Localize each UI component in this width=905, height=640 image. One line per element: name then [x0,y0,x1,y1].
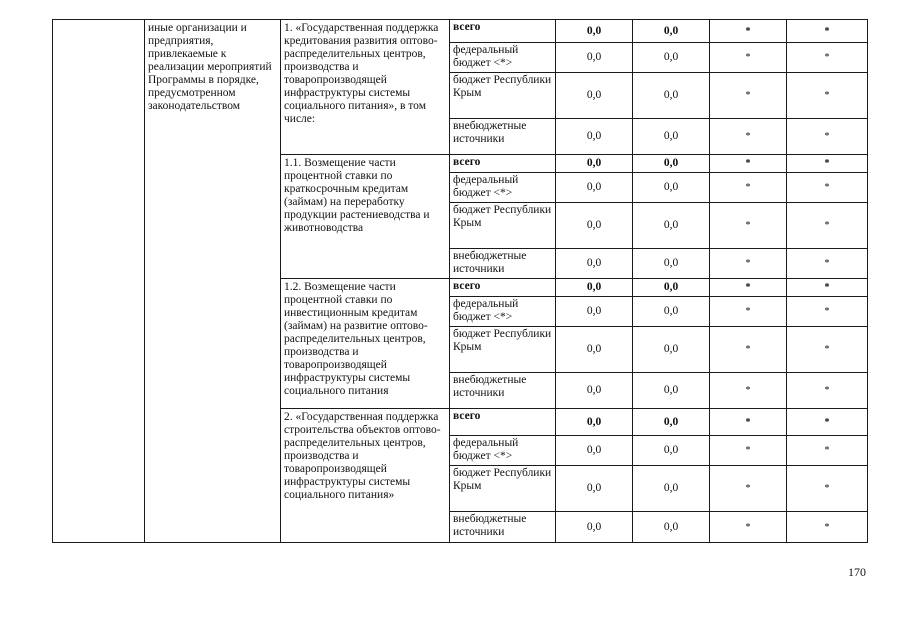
value-cell: 0,0 [633,279,710,297]
value-cell: 0,0 [633,327,710,373]
value-cell: 0,0 [556,20,633,43]
star-cell: * [710,249,787,279]
star-cell: * [787,297,868,327]
funding-source: внебюджетные источники [450,512,556,543]
value-cell: 0,0 [633,409,710,436]
value-cell: 0,0 [633,155,710,173]
funding-source: бюджет Республики Крым [450,73,556,119]
value-cell: 0,0 [556,203,633,249]
page-number: 170 [848,565,866,579]
star-cell: * [787,327,868,373]
star-cell: * [710,512,787,543]
measure-title: 1.1. Возмещение части процентной ставки по краткосрочным кредитам (займам) на переработку продукции растениеводства и животноводства [281,155,450,279]
star-cell: * [710,119,787,155]
value-cell: 0,0 [633,43,710,73]
blank-cell [53,20,145,543]
star-cell: * [710,297,787,327]
table-row [53,20,868,43]
value-cell: 0,0 [633,203,710,249]
measure-title: 1. «Государственная поддержка кредитования развития оптово-распределительных центров, производства и товаропроизводящей инфраструктуры системы социального питания», в том числе: [281,20,450,155]
value-cell: 0,0 [556,279,633,297]
value-cell: 0,0 [633,373,710,409]
star-cell: * [787,73,868,119]
funding-source: всего [450,20,556,43]
star-cell: * [710,173,787,203]
star-cell: * [787,249,868,279]
value-cell: 0,0 [556,512,633,543]
value-cell: 0,0 [556,155,633,173]
star-cell: * [787,173,868,203]
star-cell: * [787,20,868,43]
funding-source: федеральный бюджет <*> [450,297,556,327]
value-cell: 0,0 [633,20,710,43]
star-cell: * [710,203,787,249]
funding-source: бюджет Республики Крым [450,327,556,373]
value-cell: 0,0 [633,466,710,512]
value-cell: 0,0 [556,327,633,373]
value-cell: 0,0 [633,436,710,466]
funding-source: внебюджетные источники [450,119,556,155]
star-cell: * [710,279,787,297]
value-cell: 0,0 [556,373,633,409]
star-cell: * [787,436,868,466]
funding-source: внебюджетные источники [450,249,556,279]
funding-source: всего [450,409,556,436]
value-cell: 0,0 [556,297,633,327]
funding-source: бюджет Республики Крым [450,203,556,249]
value-cell: 0,0 [556,466,633,512]
funding-source: всего [450,155,556,173]
executor-cell: иные организации и предприятия, привлекаемые к реализации мероприятий Программы в порядке, предусмотренном законодательством [145,20,281,543]
star-cell: * [787,43,868,73]
star-cell: * [710,373,787,409]
value-cell: 0,0 [633,297,710,327]
measure-title: 2. «Государственная поддержка строительства объектов оптово-распределительных центров, производства и товаропроизводящей инфраструктуры системы социального питания» [281,409,450,543]
star-cell: * [710,436,787,466]
funding-source: бюджет Республики Крым [450,466,556,512]
star-cell: * [787,373,868,409]
star-cell: * [710,327,787,373]
star-cell: * [710,43,787,73]
star-cell: * [787,119,868,155]
funding-source: федеральный бюджет <*> [450,173,556,203]
funding-source: внебюджетные источники [450,373,556,409]
star-cell: * [787,203,868,249]
star-cell: * [710,155,787,173]
star-cell: * [787,409,868,436]
star-cell: * [787,466,868,512]
value-cell: 0,0 [633,73,710,119]
value-cell: 0,0 [633,119,710,155]
value-cell: 0,0 [556,73,633,119]
star-cell: * [787,512,868,543]
funding-table [52,19,868,543]
funding-source: всего [450,279,556,297]
star-cell: * [787,155,868,173]
star-cell: * [710,409,787,436]
value-cell: 0,0 [556,119,633,155]
value-cell: 0,0 [556,436,633,466]
star-cell: * [710,20,787,43]
star-cell: * [787,279,868,297]
value-cell: 0,0 [633,249,710,279]
funding-source: федеральный бюджет <*> [450,436,556,466]
measure-title: 1.2. Возмещение части процентной ставки по инвестиционным кредитам (займам) на развитие оптово-распределительных центров, производства и товаропроизводящей инфраструктуры системы социального питания [281,279,450,409]
value-cell: 0,0 [556,409,633,436]
star-cell: * [710,466,787,512]
value-cell: 0,0 [633,512,710,543]
star-cell: * [710,73,787,119]
value-cell: 0,0 [556,173,633,203]
value-cell: 0,0 [556,249,633,279]
value-cell: 0,0 [633,173,710,203]
funding-source: федеральный бюджет <*> [450,43,556,73]
value-cell: 0,0 [556,43,633,73]
